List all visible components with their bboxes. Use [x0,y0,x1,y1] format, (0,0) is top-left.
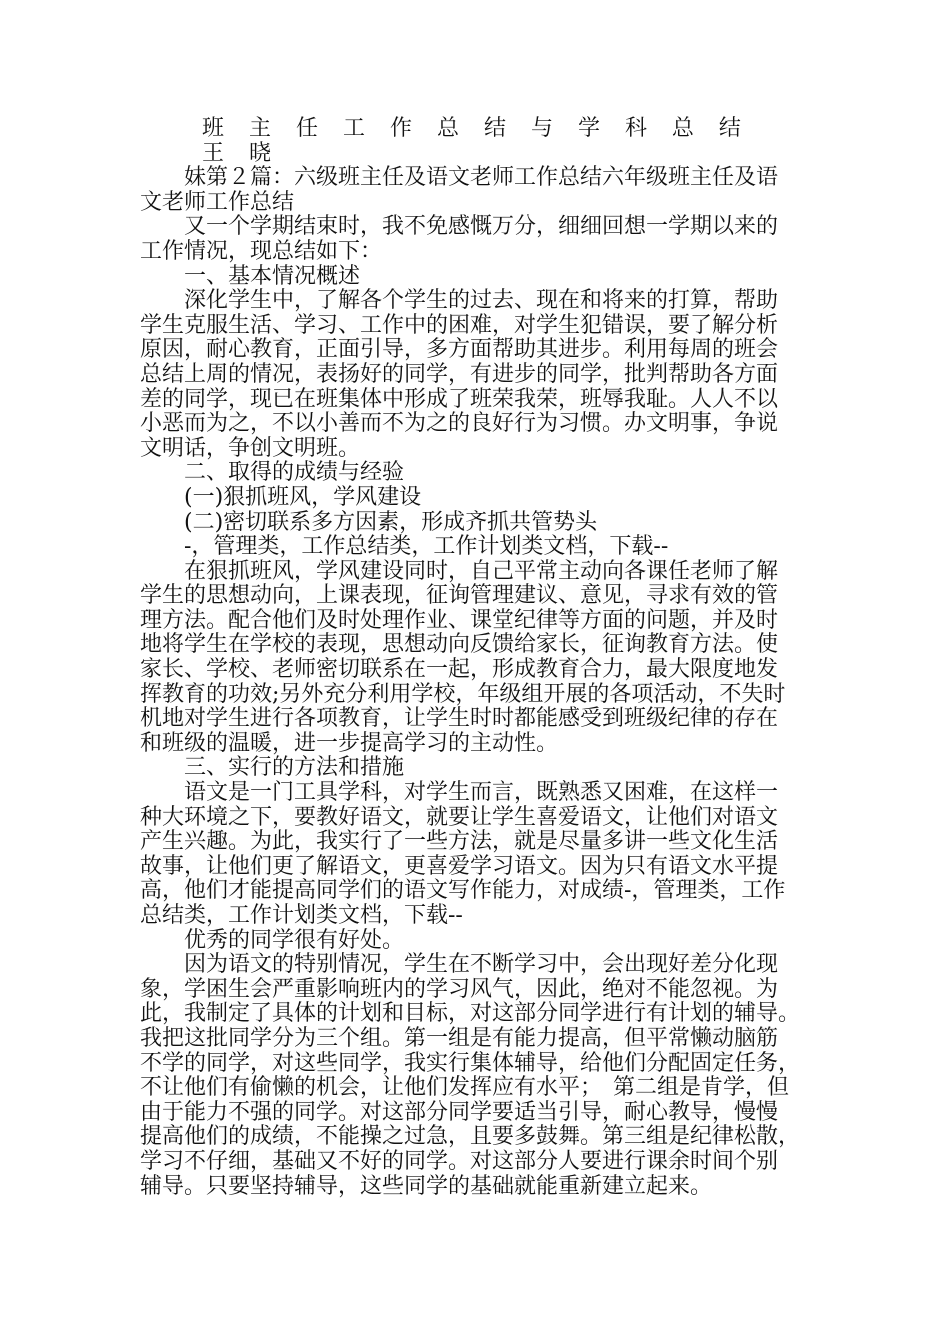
text-line: 学生克服生活、学习、工作中的困难，对学生犯错误，要了解分析 [140,312,779,338]
text-line: -，管理类，工作总结类，工作计划类文档，下载-- [140,534,669,560]
document-body [140,117,808,1199]
text-line: 理方法。配合他们及时处理作业、课堂纪律等方面的问题，并及时 [140,607,779,633]
text-line: 辅导。只要坚持辅导，这些同学的基础就能重新建立起来。 [140,1173,713,1199]
text-line: 学生的思想动向，上课表现，征询管理建议、意见，寻求有效的管 [140,583,779,609]
text-line: 深化学生中，了解各个学生的过去、现在和将来的打算，帮助 [140,288,779,314]
text-line: 优秀的同学很有好处。 [140,927,405,953]
text-line: 地将学生在学校的表现，思想动向反馈给家长，征询教育方法。使 [140,632,779,658]
text-line: 机地对学生进行各项教育，让学生时时都能感受到班级纪律的存在 [140,706,779,732]
text-line: 不让他们有偷懒的机会，让他们发挥应有水平； 第二组是肯学，但 [140,1075,790,1101]
text-line: 又一个学期结束时，我不免感慨万分，细细回想一学期以来的 [140,214,779,240]
text-line: 工作情况，现总结如下： [140,238,383,264]
text-line: 种大环境之下，要教好语文，就要让学生喜爱语文，让他们对语文 [140,804,779,830]
subsection-heading: (一)狠抓班风，学风建设 [140,484,422,510]
text-line: 文老师工作总结 [140,189,295,215]
text-line: 象，学困生会严重影响班内的学习风气，因此，绝对不能忽视。为 [140,976,779,1002]
text-line: 妹第２篇：六级班主任及语文老师工作总结六年级班主任及语 [140,165,779,191]
text-line: 文明话，争创文明班。 [140,435,361,461]
text-line: 小恶而为之，不以小善而不为之的良好行为习惯。办文明事，争说 [140,411,779,437]
text-line: 家长、学校、老师密切联系在一起，形成教育合力，最大限度地发 [140,657,779,683]
text-line: 学习不仔细，基础又不好的同学。对这部分人要进行课余时间个别 [140,1148,779,1174]
text-line: 不学的同学，对这些同学，我实行集体辅导，给他们分配固定任务， [140,1050,801,1076]
text-line: 故事，让他们更了解语文，更喜爱学习语文。因为只有语文水平提 [140,853,779,879]
section-heading: 二、取得的成绩与经验 [140,460,405,486]
text-line: 总结类，工作计划类文档，下载-- [140,903,463,928]
subsection-heading: (二)密切联系多方因素，形成齐抓共管势头 [140,509,598,535]
text-line: 因为语文的特别情况，学生在不断学习中，会出现好差分化现 [140,952,779,978]
text-line: 差的同学，现已在班集体中形成了班荣我荣，班辱我耻。人人不以 [140,386,779,412]
text-line: 总结上周的情况，表扬好的同学，有进步的同学，批判帮助各方面 [140,361,779,387]
text-line: 挥教育的功效;另外充分利用学校，年级组开展的各项活动，不失时 [140,681,786,707]
author-line: 王 晓 [140,140,280,166]
text-line: 此，我制定了具体的计划和目标，对这部分同学进行有计划的辅导。 [140,1001,801,1027]
text-line: 原因，耐心教育，正面引导，多方面帮助其进步。利用每周的班会 [140,337,779,363]
section-heading: 一、基本情况概述 [140,263,361,289]
text-line: 我把这批同学分为三个组。第一组是有能力提高，但平常懒动脑筋 [140,1025,779,1051]
document-title: 班 主 任 工 作 总 结 与 学 科 总 结 [140,116,750,141]
text-line: 和班级的温暖，进一步提高学习的主动性。 [140,730,559,756]
text-line: 高，他们才能提高同学们的语文写作能力，对成绩-，管理类，工作 [140,878,786,904]
section-heading: 三、实行的方法和措施 [140,755,405,781]
text-line: 产生兴趣。为此，我实行了一些方法，就是尽量多讲一些文化生活 [140,829,779,855]
text-line: 由于能力不强的同学。对这部分同学要适当引导，耐心教导，慢慢 [140,1099,779,1125]
text-line: 语文是一门工具学科，对学生而言，既熟悉又困难，在这样一 [140,780,779,806]
text-line: 在狠抓班风，学风建设同时，自己平常主动向各课任老师了解 [140,558,779,584]
text-line: 提高他们的成绩，不能操之过急，且要多鼓舞。第三组是纪律松散， [140,1124,801,1150]
